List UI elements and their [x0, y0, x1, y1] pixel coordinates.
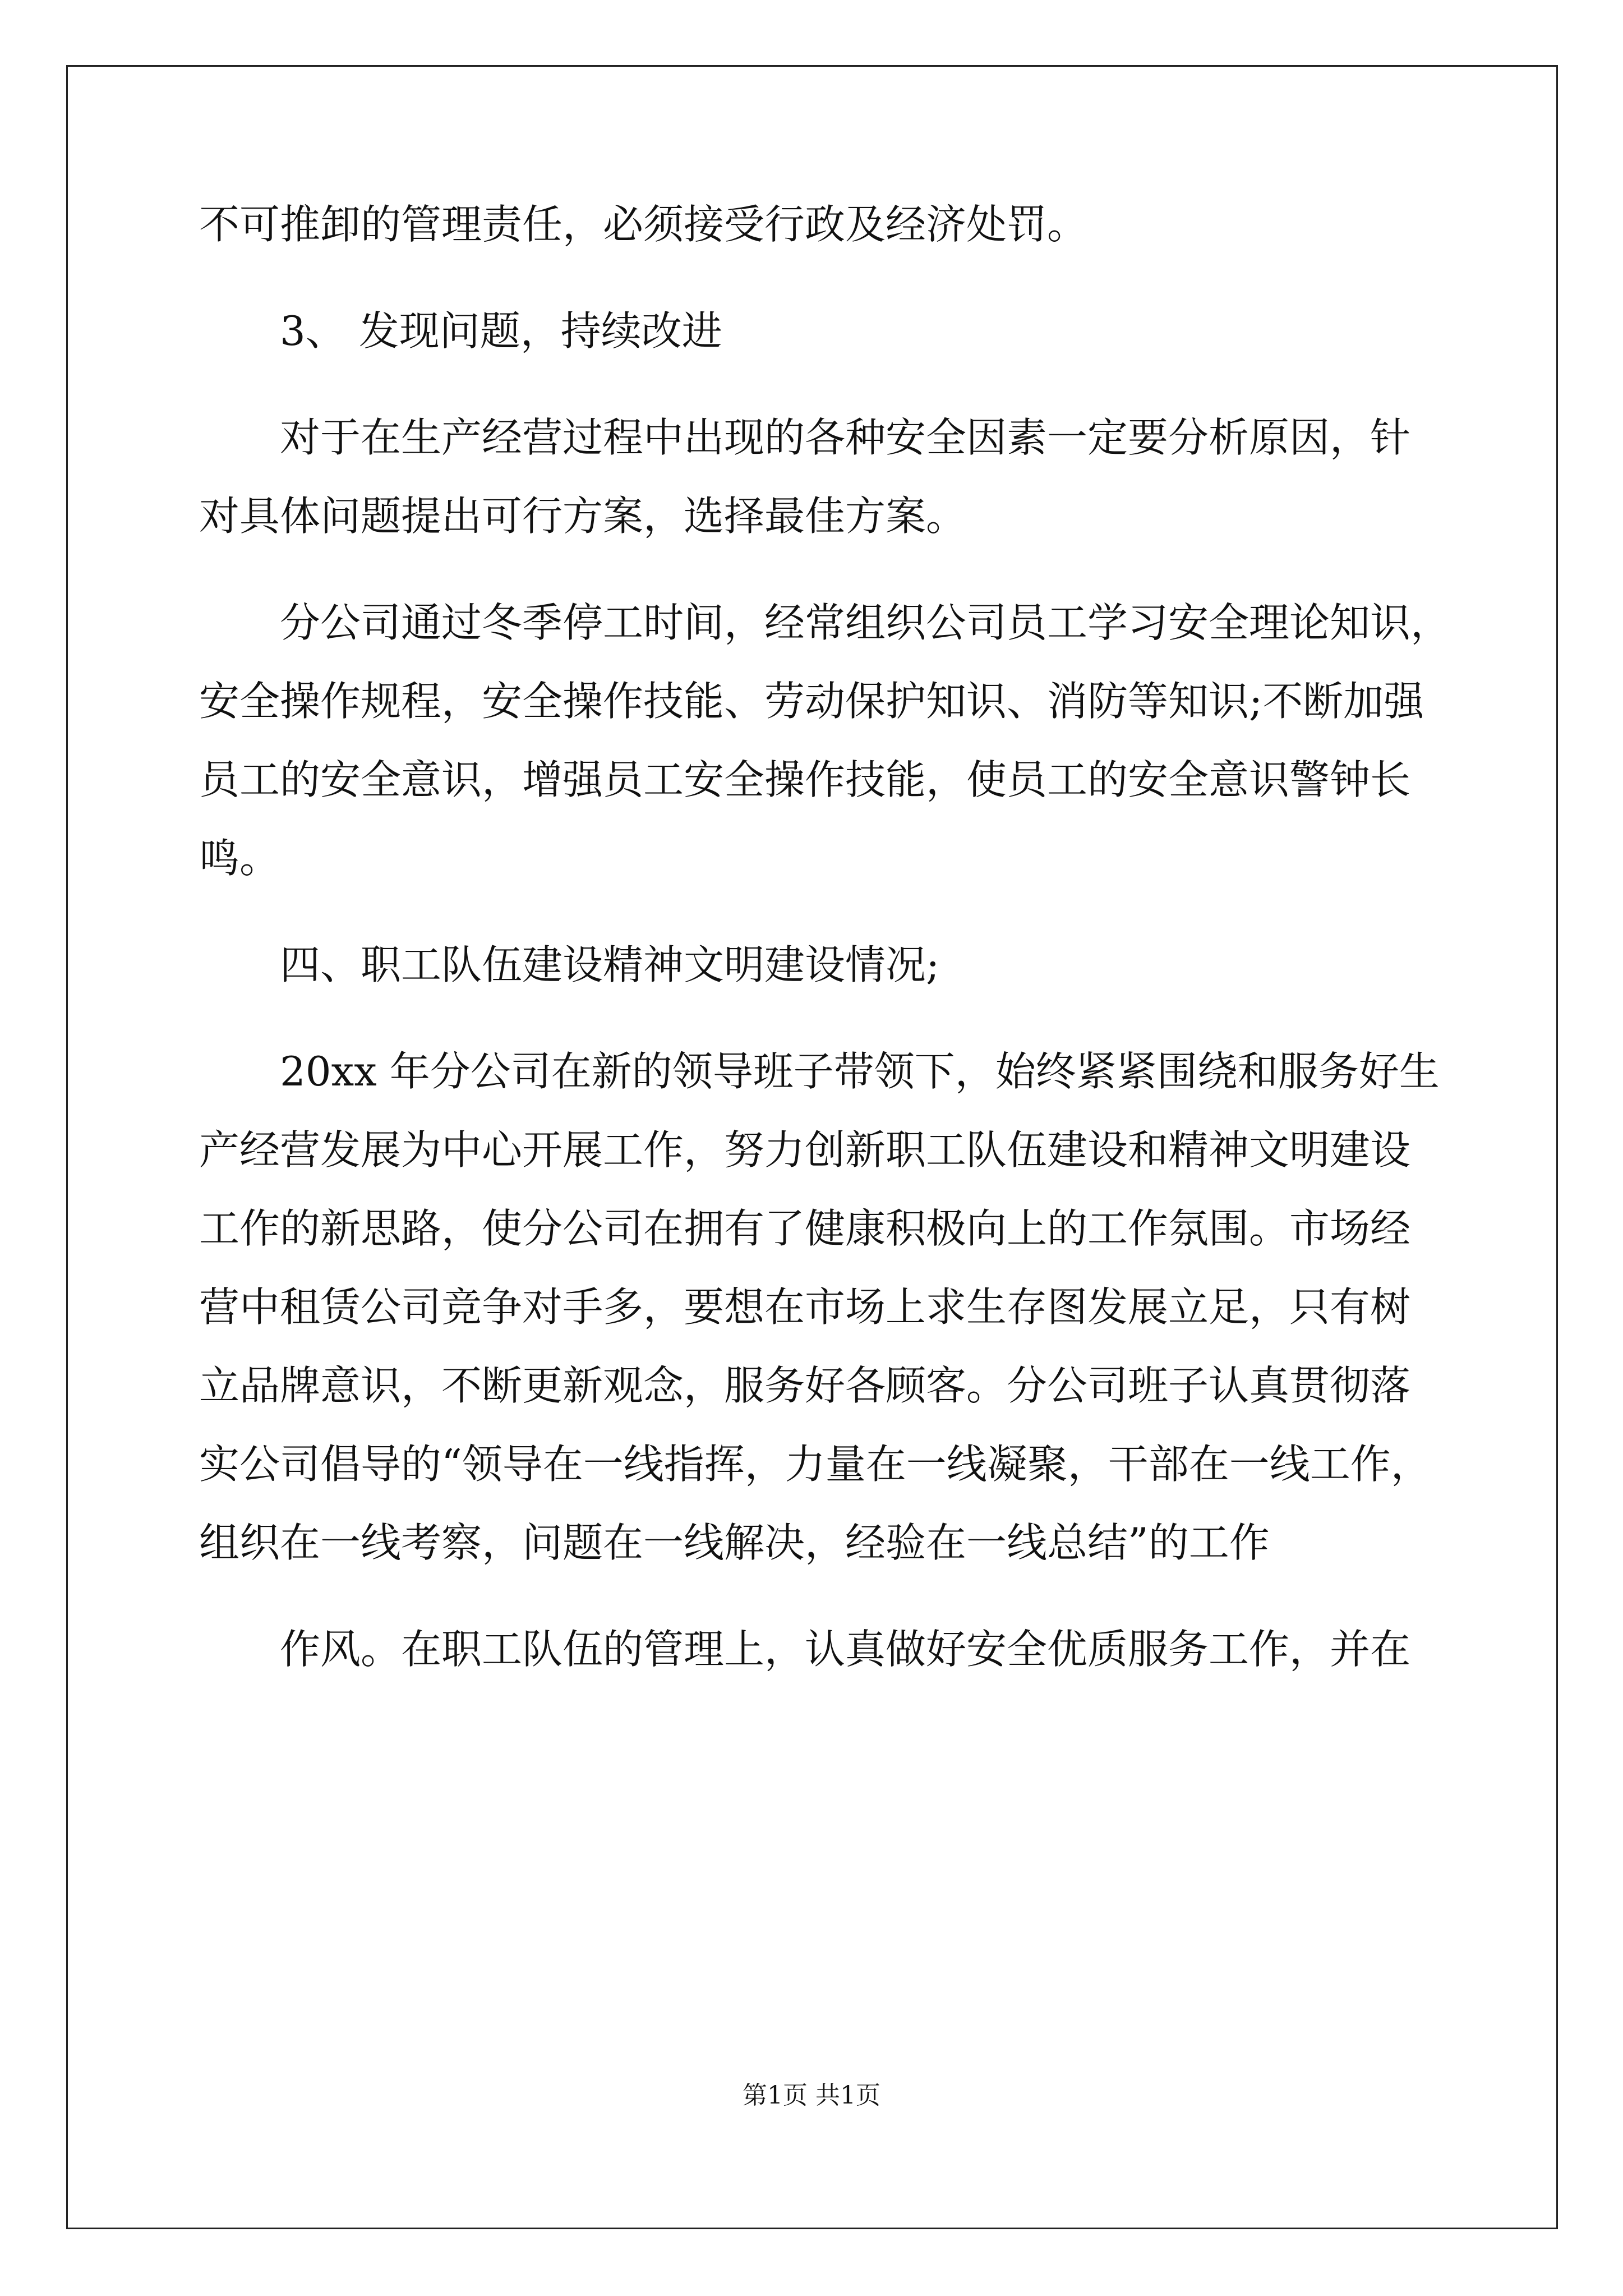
text-line: 立品牌意识，不断更新观念，服务好各顾客。分公司班子认真贯彻落 — [199, 1362, 1411, 1409]
text-line: 工作的新思路，使分公司在拥有了健康积极向上的工作氛围。市场经 — [199, 1205, 1411, 1252]
text-line: 对具体问题提出可行方案，选择最佳方案。 — [199, 493, 967, 540]
text-line: 营中租赁公司竞争对手多，要想在市场上求生存图发展立足，只有树 — [199, 1283, 1411, 1331]
text-line: 员工的安全意识，增强员工安全操作技能，使员工的安全意识警钟长 — [199, 756, 1411, 803]
text-line: 实公司倡导的“领导在一线指挥，力量在一线凝聚，干部在一线工作， — [199, 1441, 1431, 1488]
text-line: 作风。在职工队伍的管理上，认真做好安全优质服务工作，并在 — [280, 1626, 1411, 1673]
text-line: 不可推卸的管理责任，必须接受行政及经济处罚。 — [199, 201, 1088, 248]
text-line: 对于在生产经营过程中出现的各种安全因素一定要分析原因，针 — [280, 414, 1411, 461]
page-footer: 第1页 共1页 — [743, 2081, 880, 2110]
text-line: 组织在一线考察，问题在一线解决，经验在一线总结”的工作 — [199, 1519, 1270, 1566]
text-line: 分公司通过冬季停工时间，经常组织公司员工学习安全理论知识， — [280, 599, 1451, 646]
text-line: 四、职工队伍建设精神文明建设情况; — [280, 941, 940, 988]
text-line: 鸣。 — [199, 835, 280, 882]
text-line: 3、 发现问题，持续改进 — [280, 307, 722, 355]
text-line: 20xx 年分公司在新的领导班子带领下，始终紧紧围绕和服务好生 — [280, 1048, 1440, 1095]
text-line: 安全操作规程，安全操作技能、劳动保护知识、消防等知识;不断加强 — [199, 678, 1424, 725]
text-line: 产经营发展为中心开展工作，努力创新职工队伍建设和精神文明建设 — [199, 1126, 1411, 1174]
